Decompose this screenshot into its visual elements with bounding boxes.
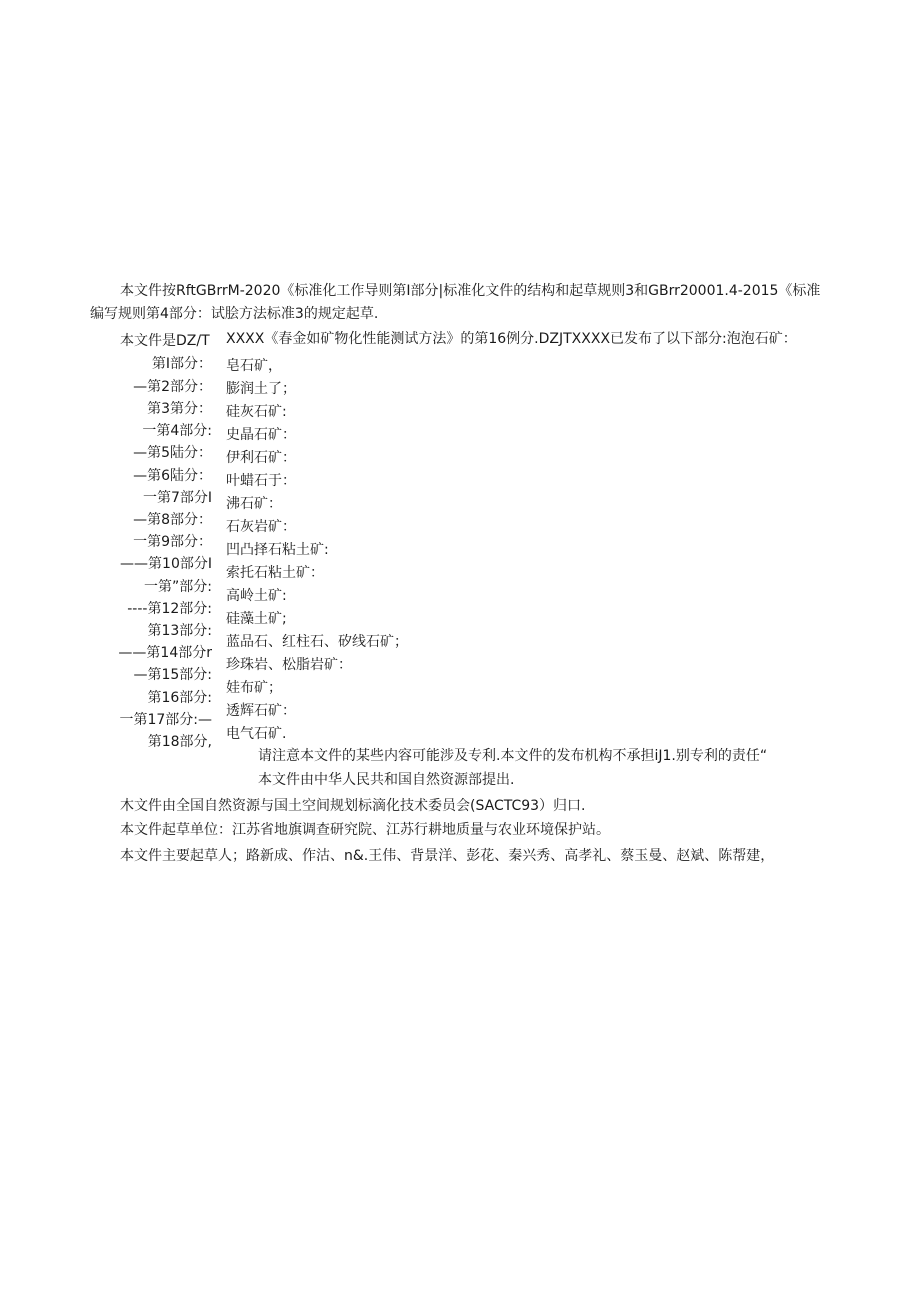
part-name: 叶蜡石于： — [226, 473, 296, 489]
part-label: —第8部分： — [133, 512, 212, 528]
part-name: 沸石矿： — [226, 496, 282, 512]
part-label: 第13部分: — [147, 623, 212, 639]
part-name: 史晶石矿： — [226, 427, 296, 443]
intro-line-1: 本文件按RftGBrrM-2020《标准化工作导则第I部分|标准化文件的结构和起草规则3和GBrr20001.4-2015《标准 — [120, 283, 821, 299]
part-label: 一第”部分: — [144, 579, 212, 595]
management-statement: 木文件由全国自然资源与国土空间规划标滴化技术委员会(SACTC93）归口. — [120, 798, 586, 814]
part-name: 硅灰石矿: — [226, 404, 287, 420]
part-label: —第6陆分： — [133, 468, 212, 484]
part-name: 蓝品石、红柱石、矽线石矿； — [226, 634, 408, 650]
part-name: 硅藻土矿; — [226, 611, 287, 627]
part-label: 一第9部分： — [133, 534, 212, 550]
part-name: 凹凸择石粘土矿: — [226, 542, 329, 558]
part-label: ----第12部分: — [127, 601, 212, 617]
part-name: 伊利石矿： — [226, 450, 296, 466]
part-name: 高岭土矿: — [226, 588, 287, 604]
part-label: 第I部分： — [151, 356, 212, 372]
part-name: 皂石矿， — [226, 358, 282, 374]
part-label: 一第17部分:— — [119, 712, 212, 728]
part-name: 珍珠岩、松脂岩矿： — [226, 657, 352, 673]
part-label: 第16部分: — [147, 690, 212, 706]
part-label: 第3第分： — [147, 401, 212, 417]
part-name: 石灰岩矿： — [226, 519, 296, 535]
patent-notice: 请注意本文件的某些内容可能涉及专利.本文件的发布机构不承担iJ1.别专利的责任“ — [258, 748, 768, 764]
part-label: —第5陆分： — [133, 445, 212, 461]
part-name: 透辉石矿： — [226, 703, 296, 719]
part-name: 膨润土了； — [226, 381, 296, 397]
part-label: ——第10部分I — [120, 556, 212, 572]
part-name: 电气石矿. — [226, 726, 287, 742]
part-label: 一第7部分I — [142, 490, 212, 506]
drafting-units: 本文件起草单位：江苏省地旗调查研究院、江苏行耕地质量与农业环境保护站。 — [120, 822, 610, 838]
intro-line-2: 编写规则第4部分：试脍方法标准3的规定起草. — [90, 306, 379, 322]
part-label: ——第14部分r — [118, 645, 212, 661]
part-name: 娃布矿； — [226, 680, 282, 696]
part-name: 索托石粘土矿： — [226, 565, 324, 581]
part-label: —第2部分： — [133, 379, 212, 395]
part-label: 第18部分, — [147, 734, 212, 750]
series-statement-left: 本文件是DZ/T — [120, 333, 210, 349]
main-drafters: 本文件主要起草人；路新成、作沽、n&.王伟、背景洋、彭花、秦兴秀、高孝礼、蔡玉曼、赵斌、陈帮建， — [120, 848, 775, 864]
part-label: 一第4部分: — [142, 423, 212, 439]
proposer-statement: 本文件由中华人民共和国自然资源部提出. — [258, 772, 515, 788]
series-statement-right: XXXX《春金如矿物化性能测试方法》的第16例分.DZJTXXXX已发布了以下部分:泡泡石矿： — [226, 331, 797, 347]
part-label: —第15部分: — [133, 667, 212, 683]
